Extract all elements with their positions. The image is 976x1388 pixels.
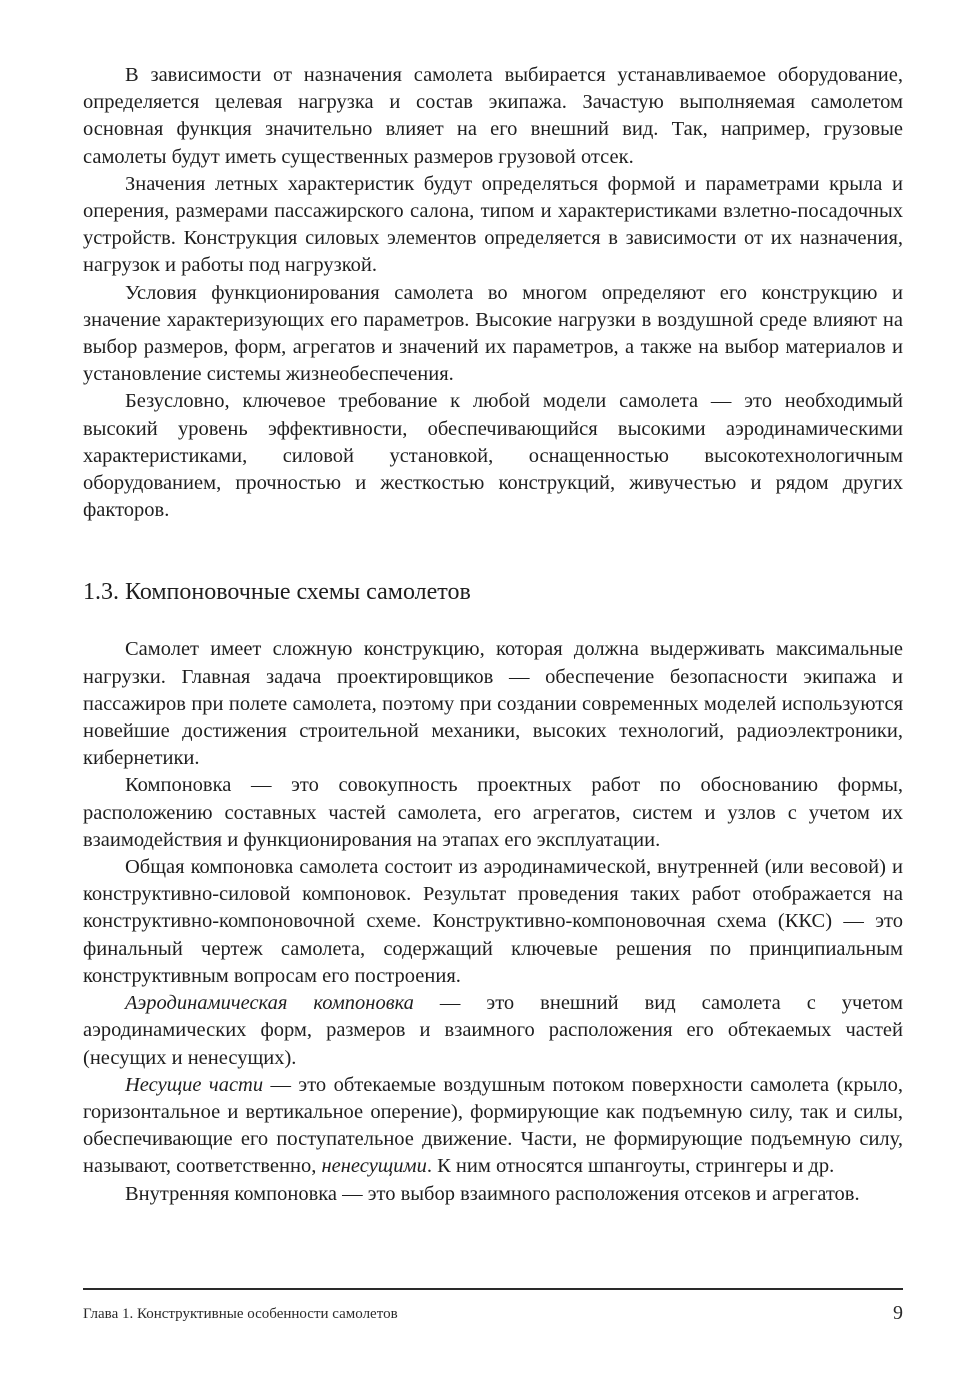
body-paragraph: Самолет имеет сложную конструкцию, которая должна выдерживать максимальные нагрузки. Главная задача проектировщиков — обеспечение безопасности экипажа и пассажиров при полете самолета, поэтому при создании современных моделей используются новейшие достижения строительной механики, высоких технологий, радиоэлектроники, кибернетики.: [83, 638, 903, 770]
body-paragraph: Безусловно, ключевое требование к любой модели самолета — это необходимый высокий уровень эффективности, обеспечивающийся высокими аэродинамическими характеристиками, силовой установкой, оснащенностью высокотехнологичным оборудованием, прочностью и жесткостью конструкций, живучестью и рядом других факторов.: [83, 390, 903, 522]
section-heading: 1.3. Компоновочные схемы самолетов: [83, 579, 471, 606]
definition-paragraph: [83, 1072, 903, 1181]
term-non-bearing: ненесущими: [321, 1155, 427, 1178]
intro-block: [83, 62, 903, 524]
section-body: [83, 636, 903, 1207]
body-paragraph: Внутренняя компоновка — это выбор взаимного расположения отсеков и агрегатов.: [125, 1182, 860, 1205]
body-paragraph: Компоновка — это совокупность проектных работ по обоснованию формы, расположению составных частей самолета, его агрегатов, систем и узлов с учетом их взаимодействия и функционирования на этапах его эксплуатации.: [83, 774, 903, 851]
body-paragraph: Значения летных характеристик будут определяться формой и параметрами крыла и оперения, размерами пассажирского салона, типом и характеристиками взлетно-посадочных устройств. Конструкция силовых элементов определяется в зависимости от их назначения, нагрузок и работы под нагрузкой.: [83, 172, 903, 277]
definition-text: — это обтекаемые воздушным потоком поверхности самолета (крыло, горизонтальное и вертикальное оперение), формирующие как подъемную силу, так и силы, обеспечивающие его поступательное движение. Части, не формирующие подъемную силу, называют, соответственно,: [83, 1073, 903, 1178]
definition-text: — это внешний вид самолета с учетом аэродинамических форм, размеров и взаимного расположения его обтекаемых частей (несущих и ненесущих).: [83, 992, 903, 1069]
definition-text: . К ним относятся шпангоуты, стрингеры и др.: [426, 1155, 835, 1178]
body-paragraph: Общая компоновка самолета состоит из аэродинамической, внутренней (или весовой) и конструктивно-силовой компоновок. Результат проведения таких работ отображается на конструктивно-компоновочной схеме. Конструктивно-компоновочная схема (ККС) — это финальный чертеж самолета, содержащий ключевые решения по принципиальным конструктивным вопросам его построения.: [83, 856, 903, 987]
body-paragraph: Условия функционирования самолета во многом определяют его конструкцию и значение характеризующих его параметров. Высокие нагрузки в воздушной среде влияют на выбор размеров, форм, агрегатов и значений их параметров, а также на выбор материалов и установление системы жизнеобеспечения.: [83, 281, 903, 386]
running-footer-title: Глава 1. Конструктивные особенности самолетов: [83, 1306, 398, 1322]
body-paragraph: В зависимости от назначения самолета выбирается устанавливаемое оборудование, определяется целевая нагрузка и состав экипажа. Зачастую выполняемая самолетом основная функция значительно влияет на его внешний вид. Так, например, грузовые самолеты будут иметь существенных размеров грузовой отсек.: [83, 64, 903, 168]
page-body: [83, 62, 903, 1208]
footer-divider: [83, 1288, 903, 1290]
term-aerodynamic-layout: Аэродинамическая компоновка: [125, 992, 414, 1015]
term-bearing-parts: Несущие части: [125, 1073, 264, 1096]
page-number: 9: [893, 1302, 903, 1324]
definition-paragraph: [83, 990, 903, 1072]
